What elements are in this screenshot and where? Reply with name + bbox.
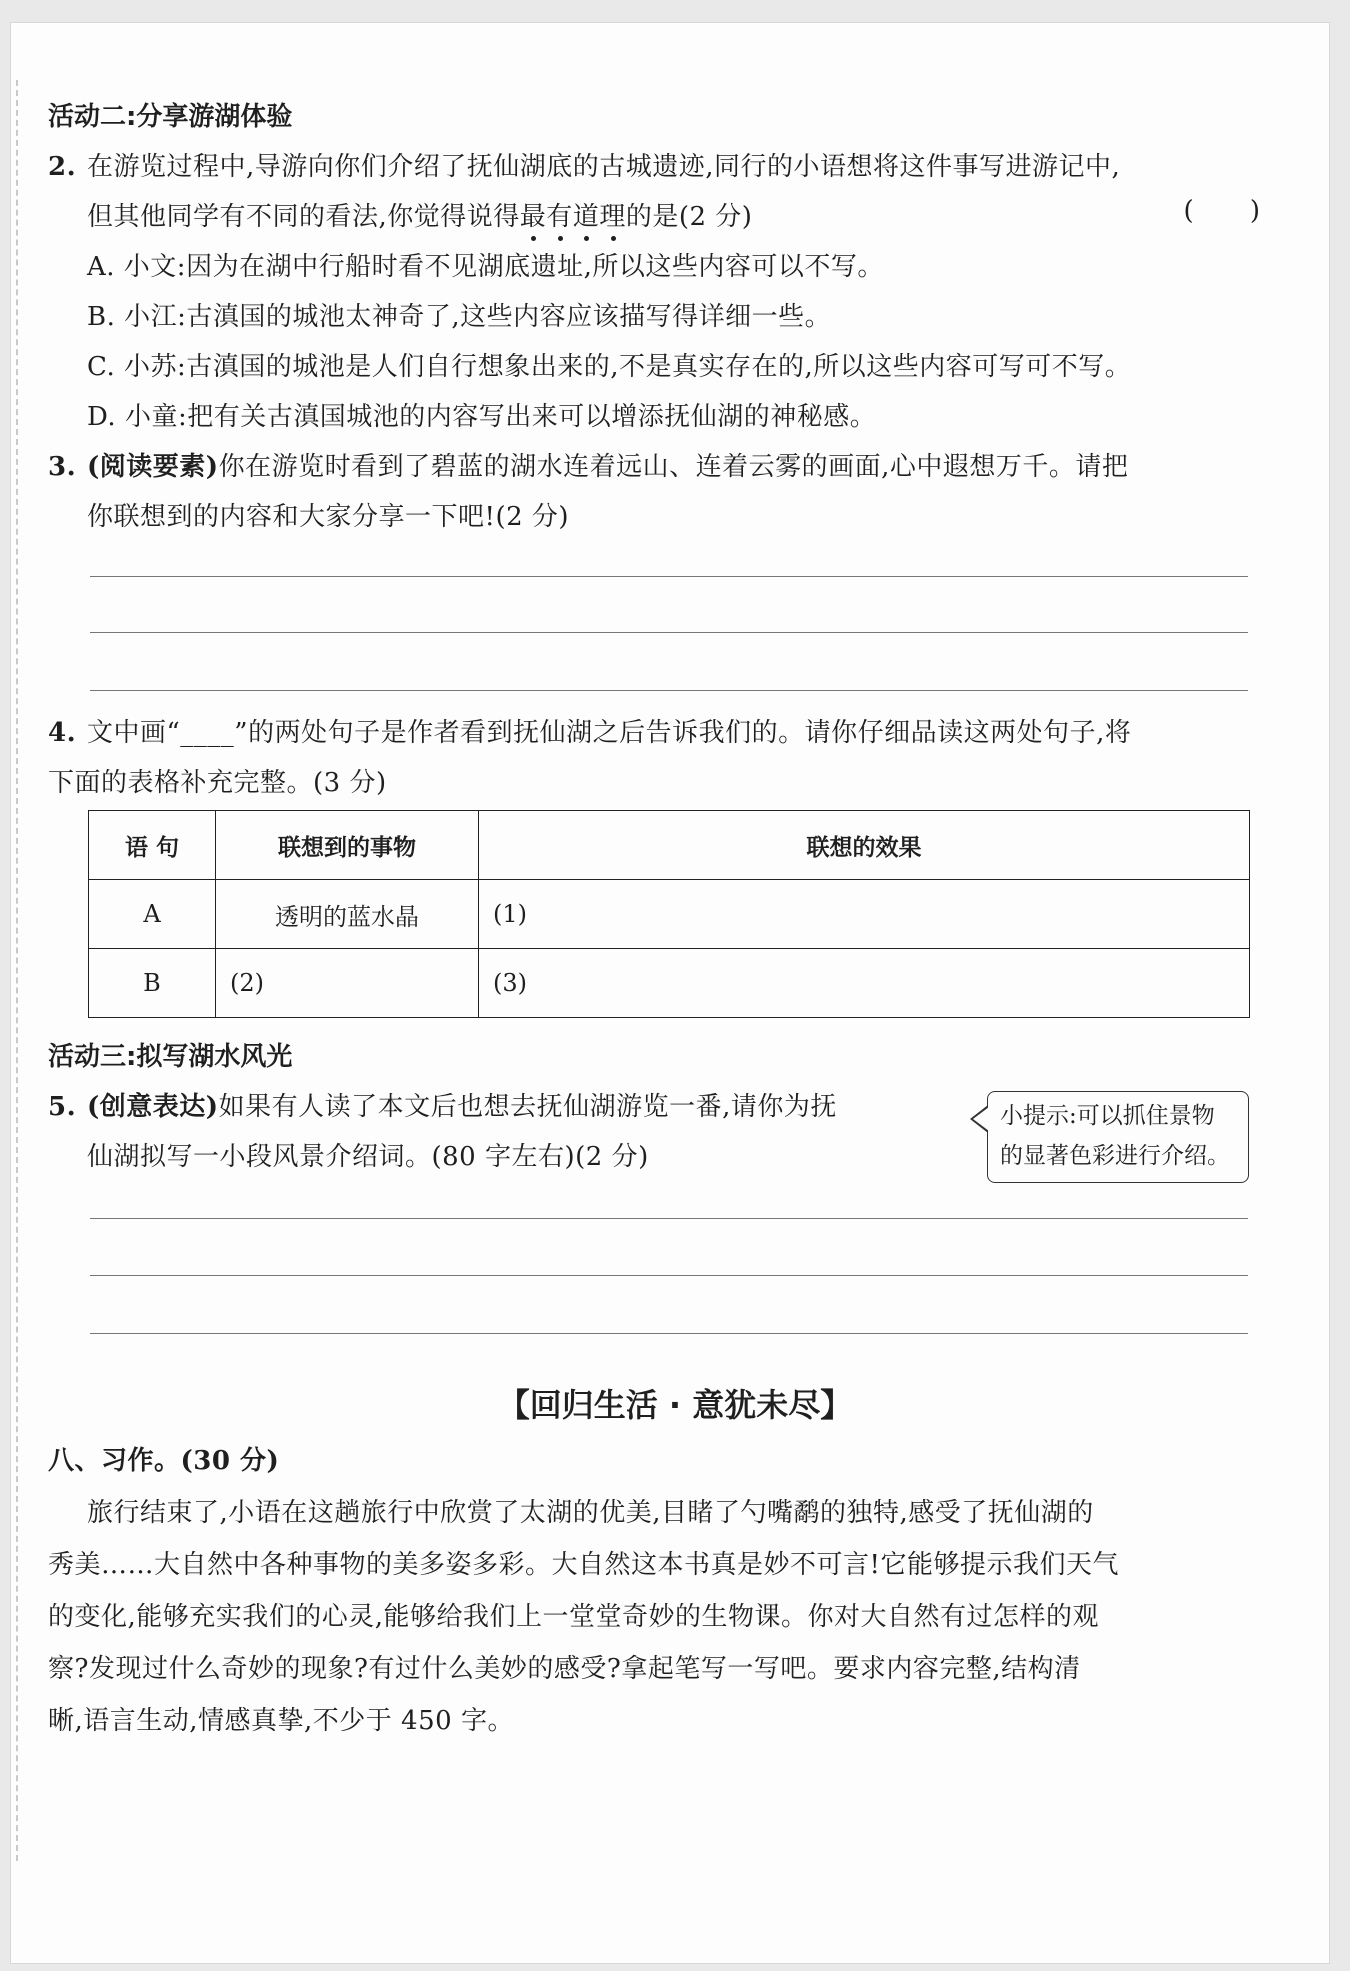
option-d[interactable]: D. 小童:把有关古滇国城池的内容写出来可以增添抚仙湖的神秘感。 xyxy=(87,402,877,432)
essay-prompt-line-5: 晰,语言生动,情感真挚,不少于 450 字。 xyxy=(48,1706,514,1736)
question-2-line-1 xyxy=(48,146,1120,183)
question-2-text-2b: 的是(2 分) xyxy=(625,202,753,232)
binding-margin-line xyxy=(16,80,18,1861)
essay-prompt-line-2: 秀美……大自然中各种事物的美多姿多彩。大自然这本书真是妙不可言!它能够提示我们天气 xyxy=(48,1550,1119,1580)
row-a-effect-blank[interactable]: (1) xyxy=(479,880,1250,949)
essay-prompt-line-4: 察?发现过什么奇妙的现象?有过什么美妙的感受?拿起笔写一写吧。要求内容完整,结构清 xyxy=(48,1654,1081,1684)
emphasis-char: 有 xyxy=(546,202,573,232)
essay-prompt-line-3: 的变化,能够充实我们的心灵,能够给我们上一堂堂奇妙的生物课。你对大自然有过怎样的观 xyxy=(48,1602,1100,1632)
association-table xyxy=(88,810,1250,1018)
answer-line[interactable] xyxy=(90,1218,1248,1219)
option-a[interactable]: A. 小文:因为在湖中行船时看不见湖底遗址,所以这些内容可以不写。 xyxy=(87,252,884,282)
question-3-line-2: 你联想到的内容和大家分享一下吧!(2 分) xyxy=(87,502,570,532)
row-a-thing: 透明的蓝水晶 xyxy=(216,880,479,949)
activity-3-title: 活动三:拟写湖水风光 xyxy=(48,1042,293,1072)
header-sentence: 语 句 xyxy=(89,811,216,880)
emphasis-char: 最 xyxy=(519,202,547,232)
answer-line[interactable] xyxy=(90,632,1248,633)
answer-line[interactable] xyxy=(90,576,1248,577)
answer-line[interactable] xyxy=(90,1275,1248,1276)
question-2-text-2a: 但其他同学有不同的看法,你觉得说得 xyxy=(87,202,520,232)
row-b-thing-blank[interactable]: (2) xyxy=(216,949,479,1018)
question-3-number: 3. xyxy=(48,452,77,482)
question-2-text-1: 在游览过程中,导游向你们介绍了抚仙湖底的古城遗迹,同行的小语想将这件事写进游记中, xyxy=(87,152,1121,182)
question-5-line-2: 仙湖拟写一小段风景介绍词。(80 字左右)(2 分) xyxy=(87,1142,649,1172)
question-4-text-1: 文中画“____”的两处句子是作者看到抚仙湖之后告诉我们的。请你仔细品读这两处句子,将 xyxy=(87,718,1132,748)
question-4-line-2: 下面的表格补充完整。(3 分) xyxy=(48,768,387,798)
essay-prompt-line-1: 旅行结束了,小语在这趟旅行中欣赏了太湖的优美,目睹了勺嘴鹬的独特,感受了抚仙湖的 xyxy=(87,1498,1094,1528)
question-4-line-1 xyxy=(48,712,1131,749)
header-effect: 联想的效果 xyxy=(479,811,1250,880)
question-5-line-1 xyxy=(48,1086,837,1123)
question-5-number: 5. xyxy=(48,1092,77,1122)
table-row xyxy=(89,880,1250,949)
section-8-title: 八、习作。(30 分) xyxy=(48,1446,280,1476)
question-2-line-2 xyxy=(87,196,752,233)
question-4-number: 4. xyxy=(48,718,77,748)
option-c[interactable]: C. 小苏:古滇国的城池是人们自行想象出来的,不是真实存在的,所以这些内容可写可不写。 xyxy=(87,352,1132,382)
question-5-tag: (创意表达) xyxy=(87,1092,219,1122)
hint-line-2: 的显著色彩进行介绍。 xyxy=(1000,1143,1230,1169)
tip-bubble-pointer-fill xyxy=(973,1107,989,1131)
question-2-answer-blank[interactable]: ( ) xyxy=(1183,196,1260,226)
row-b-effect-blank[interactable]: (3) xyxy=(479,949,1250,1018)
question-2-number: 2. xyxy=(48,152,77,182)
question-3-line-1 xyxy=(48,446,1128,483)
answer-line[interactable] xyxy=(90,690,1248,691)
row-b-label: B xyxy=(89,949,216,1018)
question-5-text-1: 如果有人读了本文后也想去抚仙湖游览一番,请你为抚 xyxy=(218,1092,837,1122)
hint-line-1: 小提示:可以抓住景物 xyxy=(1000,1103,1215,1129)
option-b[interactable]: B. 小江:古滇国的城池太神奇了,这些内容应该描写得详细一些。 xyxy=(87,302,832,332)
hint-bubble xyxy=(987,1091,1249,1183)
answer-line[interactable] xyxy=(90,1333,1248,1334)
section-banner: 【回归生活 · 意犹未尽】 xyxy=(497,1386,853,1424)
table-row xyxy=(89,949,1250,1018)
header-associated-thing: 联想到的事物 xyxy=(216,811,479,880)
row-a-label: A xyxy=(89,880,216,949)
activity-2-title: 活动二:分享游湖体验 xyxy=(48,102,293,132)
emphasis-char: 理 xyxy=(599,202,626,232)
emphasis-char: 道 xyxy=(572,202,600,232)
table-header-row xyxy=(89,811,1250,880)
question-3-text-1: 你在游览时看到了碧蓝的湖水连着远山、连着云雾的画面,心中遐想万千。请把 xyxy=(218,452,1129,482)
question-3-tag: (阅读要素) xyxy=(87,452,219,482)
